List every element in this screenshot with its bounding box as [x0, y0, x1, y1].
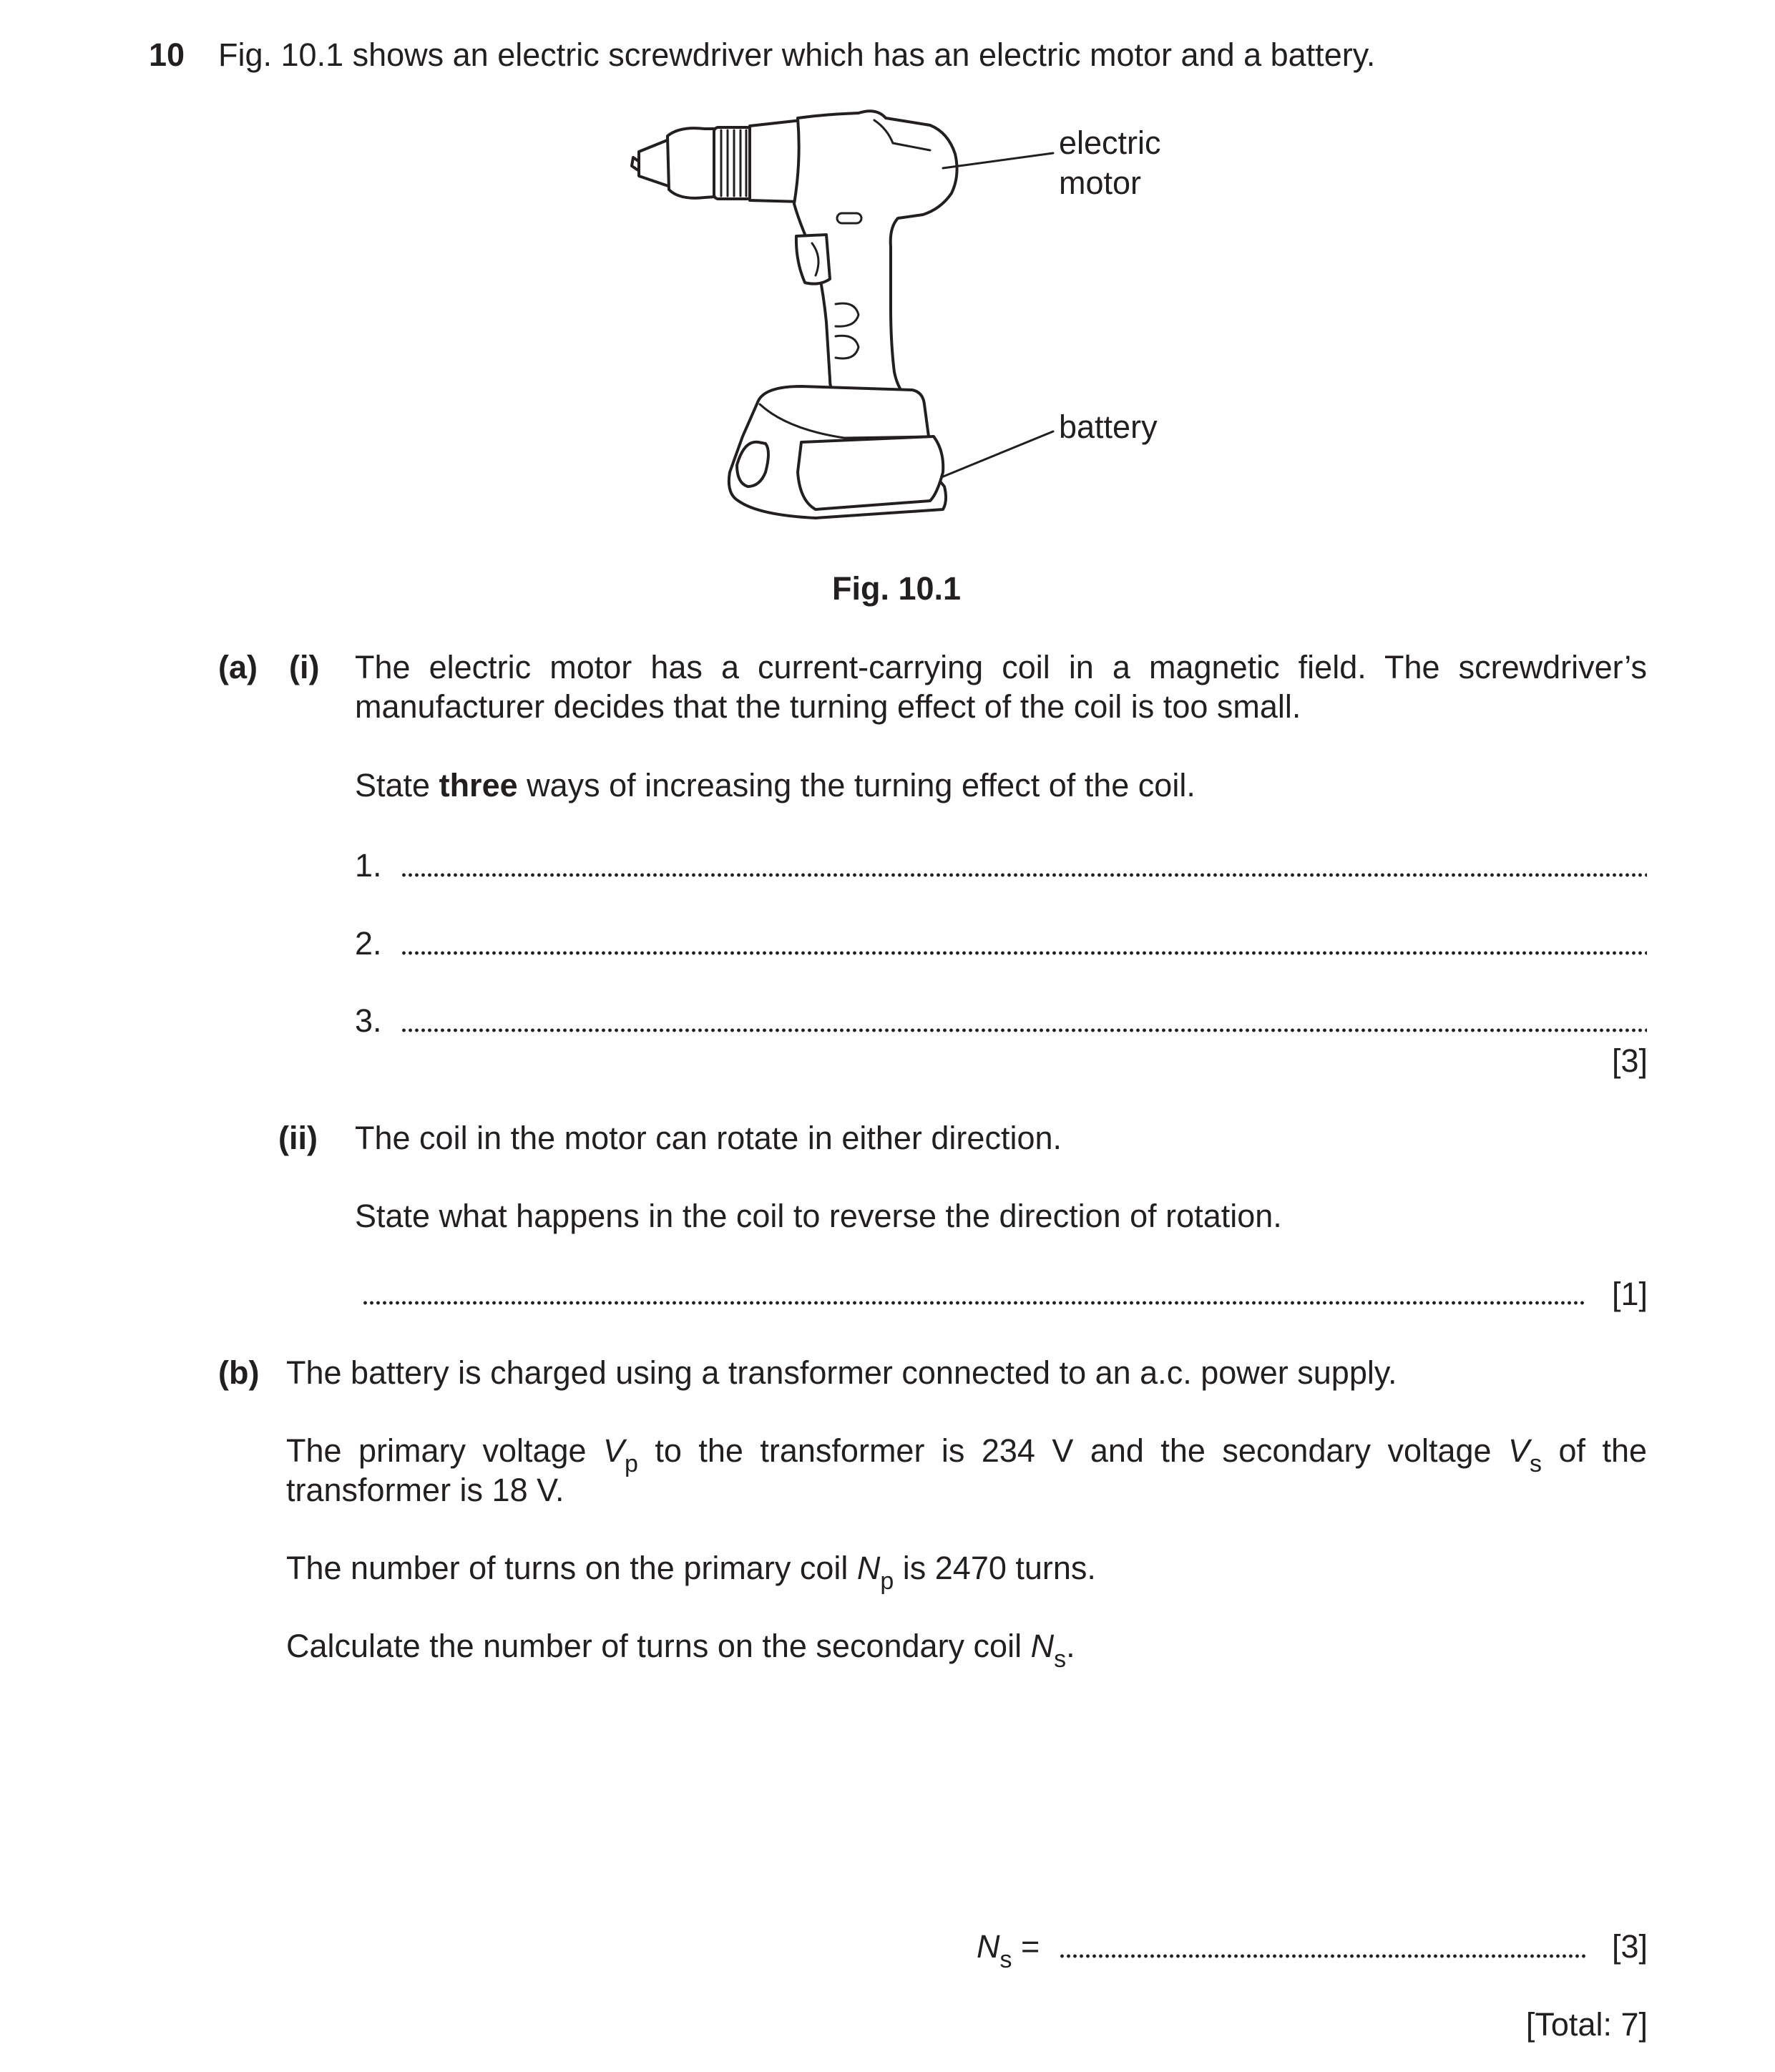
answer-equals: = — [1012, 1928, 1040, 1965]
answer-2-number: 2. — [355, 925, 382, 962]
answer-2-line[interactable] — [401, 951, 1647, 955]
text2-c: of the — [1542, 1432, 1648, 1469]
part-b-text2-line2: transformer is 18 V. — [286, 1472, 564, 1508]
label-motor: motor — [1059, 165, 1142, 201]
label-electric: electric — [1059, 124, 1161, 161]
answer-3-number: 3. — [355, 1002, 382, 1039]
ns-symbol: N — [1030, 1628, 1055, 1664]
np-subscript: p — [880, 1568, 894, 1595]
part-b-marks: [3] — [1611, 1928, 1648, 1965]
question-intro: Fig. 10.1 shows an electric screwdriver which has an electric motor and a battery. — [218, 36, 1376, 73]
part-a-ii-text: The coil in the motor can rotate in either direction. — [355, 1120, 1062, 1156]
vs-symbol: V — [1508, 1432, 1530, 1469]
text3-a: The number of turns on the primary coil — [286, 1550, 857, 1586]
figure-leader-lines — [930, 129, 1073, 487]
text2-a: The primary voltage — [286, 1432, 604, 1469]
part-b-text4 — [286, 1627, 1075, 1673]
answer-1-line[interactable] — [401, 873, 1647, 877]
part-b-answer-line[interactable] — [1059, 1954, 1587, 1958]
part-b-text3 — [286, 1549, 1096, 1595]
part-a-i-text-line1: The electric motor has a current-carrying coil in a magnetic field. The screwdriver’s — [355, 649, 1647, 685]
part-a-ii-answer-line[interactable] — [362, 1301, 1587, 1305]
part-a-ii-label: (ii) — [278, 1120, 318, 1156]
part-b-text1: The battery is charged using a transformer connected to an a.c. power supply. — [286, 1354, 1397, 1391]
part-a-i-instruction — [355, 766, 1195, 805]
part-a-i-label: (i) — [289, 649, 320, 685]
question-total: [Total: 7] — [1525, 2006, 1648, 2043]
text3-b: is 2470 turns. — [894, 1550, 1096, 1586]
part-a-ii-instruction: State what happens in the coil to reverse the direction of rotation. — [355, 1198, 1282, 1234]
answer-1-number: 1. — [355, 847, 382, 884]
np-symbol: N — [856, 1550, 881, 1586]
instruction-post: ways of increasing the turning effect of the coil. — [517, 767, 1195, 803]
vp-symbol: V — [603, 1432, 625, 1469]
question-number: 10 — [149, 36, 185, 73]
instruction-bold: three — [439, 767, 518, 803]
text2-b: to the transformer is 234 V and the secondary voltage — [637, 1432, 1508, 1469]
ns-subscript: s — [1054, 1646, 1067, 1673]
part-a-ii-marks: [1] — [1611, 1276, 1648, 1312]
text4-a: Calculate the number of turns on the secondary coil — [286, 1628, 1031, 1664]
answer-symbol: N — [977, 1928, 1000, 1965]
part-a-i-text-line2: manufacturer decides that the turning effect of the coil is too small. — [355, 688, 1301, 725]
answer-subscript: s — [999, 1946, 1012, 1973]
text4-b: . — [1066, 1628, 1075, 1664]
label-battery: battery — [1059, 409, 1158, 445]
part-a-label: (a) — [218, 649, 258, 685]
vs-subscript: s — [1530, 1450, 1542, 1477]
figure-caption: Fig. 10.1 — [832, 570, 962, 607]
answer-3-line[interactable] — [401, 1028, 1647, 1032]
part-a-i-marks: [3] — [1611, 1042, 1648, 1079]
part-b-label: (b) — [218, 1354, 260, 1391]
vp-subscript: p — [625, 1450, 638, 1477]
part-b-answer-label — [977, 1927, 1040, 1973]
instruction-pre: State — [355, 767, 439, 803]
part-b-text2-line1 — [286, 1432, 1648, 1477]
